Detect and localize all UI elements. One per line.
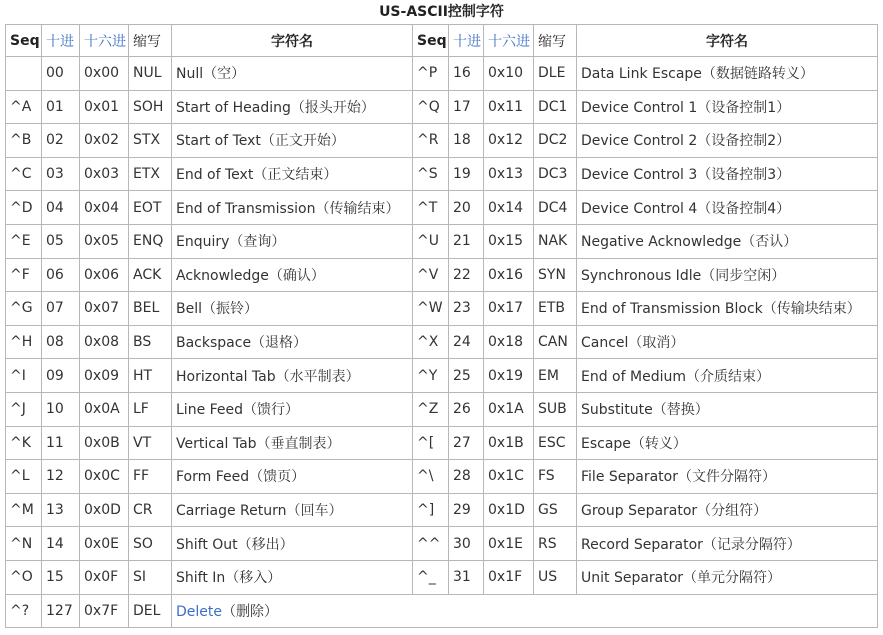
table-row [6, 90, 878, 124]
cell-abbr: DC4 [534, 191, 577, 225]
cell-dec: 26 [449, 392, 484, 426]
cell-hex: 0x0A [80, 392, 129, 426]
cell-seq: ^J [6, 392, 42, 426]
cell-hex: 0x05 [80, 224, 129, 258]
cell-hex: 0x1F [484, 560, 534, 594]
cell-hex: 0x19 [484, 359, 534, 393]
cell-dec: 24 [449, 325, 484, 359]
table-row [6, 493, 878, 527]
cell-dec: 19 [449, 157, 484, 191]
cell-dec: 27 [449, 426, 484, 460]
cell-dec: 17 [449, 90, 484, 124]
cell-dec: 21 [449, 224, 484, 258]
cell-seq: ^U [413, 224, 449, 258]
cell-abbr: VT [129, 426, 172, 460]
cell-name: Record Separator（记录分隔符） [577, 527, 878, 561]
cell-dec: 04 [42, 191, 80, 225]
header-row [6, 25, 878, 57]
cell-dec: 00 [42, 57, 80, 91]
cell-seq: ^O [6, 560, 42, 594]
cell-name: Acknowledge（确认） [172, 258, 413, 292]
table-caption: US-ASCII控制字符 [379, 4, 504, 20]
table-row [6, 594, 878, 628]
cell-abbr: EOT [129, 191, 172, 225]
cell-dec: 30 [449, 527, 484, 561]
cell-dec: 127 [42, 594, 80, 628]
cell-abbr: SI [129, 560, 172, 594]
cell-name: Cancel（取消） [577, 325, 878, 359]
cell-name: End of Medium（介质结束） [577, 359, 878, 393]
table-row [6, 258, 878, 292]
cell-dec: 14 [42, 527, 80, 561]
cell-dec: 05 [42, 224, 80, 258]
cell-seq: ^A [6, 90, 42, 124]
cell-dec: 08 [42, 325, 80, 359]
cell-abbr: RS [534, 527, 577, 561]
cell-name: Backspace（退格） [172, 325, 413, 359]
cell-name: Device Control 1（设备控制1） [577, 90, 878, 124]
cell-dec: 23 [449, 292, 484, 326]
cell-abbr: CR [129, 493, 172, 527]
cell-name: Enquiry（查询） [172, 224, 413, 258]
cell-abbr: NUL [129, 57, 172, 91]
cell-seq: ^W [413, 292, 449, 326]
cell-seq: ^N [6, 527, 42, 561]
cell-hex: 0x06 [80, 258, 129, 292]
cell-seq: ^X [413, 325, 449, 359]
cell-seq: ^\ [413, 460, 449, 494]
cell-abbr: FF [129, 460, 172, 494]
cell-name: Vertical Tab（垂直制表） [172, 426, 413, 460]
table-row [6, 460, 878, 494]
cell-hex: 0x16 [484, 258, 534, 292]
header-hex[interactable]: 十六进 [80, 25, 129, 57]
table-row [6, 392, 878, 426]
cell-hex: 0x18 [484, 325, 534, 359]
cell-abbr: STX [129, 124, 172, 158]
cell-dec: 12 [42, 460, 80, 494]
table-row [6, 157, 878, 191]
cell-seq: ^S [413, 157, 449, 191]
cell-abbr: SYN [534, 258, 577, 292]
cell-hex: 0x11 [484, 90, 534, 124]
cell-name: Substitute（替换） [577, 392, 878, 426]
table-row [6, 57, 878, 91]
cell-dec: 15 [42, 560, 80, 594]
cell-abbr: HT [129, 359, 172, 393]
header-seq: Seq [6, 25, 42, 57]
cell-seq: ^T [413, 191, 449, 225]
cell-dec: 01 [42, 90, 80, 124]
cell-abbr: NAK [534, 224, 577, 258]
cell-seq [6, 57, 42, 91]
cell-hex: 0x08 [80, 325, 129, 359]
cell-abbr: SUB [534, 392, 577, 426]
cell-abbr: FS [534, 460, 577, 494]
cell-hex: 0x0B [80, 426, 129, 460]
cell-hex: 0x09 [80, 359, 129, 393]
cell-seq: ^K [6, 426, 42, 460]
header-abbr: 缩写 [534, 25, 577, 57]
cell-name: Synchronous Idle（同步空闲） [577, 258, 878, 292]
cell-hex: 0x14 [484, 191, 534, 225]
cell-hex: 0x04 [80, 191, 129, 225]
cell-dec: 07 [42, 292, 80, 326]
header-dec[interactable]: 十进 [42, 25, 80, 57]
cell-name: End of Text（正文结束） [172, 157, 413, 191]
cell-abbr: DEL [129, 594, 172, 628]
cell-abbr: SO [129, 527, 172, 561]
cell-dec: 10 [42, 392, 80, 426]
cell-dec: 25 [449, 359, 484, 393]
cell-seq: ^C [6, 157, 42, 191]
cell-seq: ^D [6, 191, 42, 225]
cell-dec: 03 [42, 157, 80, 191]
cell-hex: 0x10 [484, 57, 534, 91]
cell-seq: ^E [6, 224, 42, 258]
table-row [6, 527, 878, 561]
cell-seq: ^M [6, 493, 42, 527]
cell-name: Device Control 4（设备控制4） [577, 191, 878, 225]
cell-hex: 0x7F [80, 594, 129, 628]
cell-name: File Separator（文件分隔符） [577, 460, 878, 494]
cell-abbr: ENQ [129, 224, 172, 258]
table-row [6, 224, 878, 258]
ascii-control-table [5, 24, 878, 628]
table-row [6, 426, 878, 460]
cell-seq: ^I [6, 359, 42, 393]
cell-seq: ^Z [413, 392, 449, 426]
header-name: 字符名 [172, 25, 413, 57]
cell-dec: 20 [449, 191, 484, 225]
cell-name: Start of Heading（报头开始） [172, 90, 413, 124]
cell-name: Group Separator（分组符） [577, 493, 878, 527]
cell-name [172, 594, 878, 628]
cell-seq: ^F [6, 258, 42, 292]
cell-name: Bell（振铃） [172, 292, 413, 326]
cell-hex: 0x1A [484, 392, 534, 426]
cell-name: Data Link Escape（数据链路转义） [577, 57, 878, 91]
table-row [6, 359, 878, 393]
cell-dec: 29 [449, 493, 484, 527]
cell-dec: 31 [449, 560, 484, 594]
cell-name: Line Feed（馈行） [172, 392, 413, 426]
cell-seq: ^[ [413, 426, 449, 460]
table-row [6, 191, 878, 225]
cell-abbr: SOH [129, 90, 172, 124]
cell-name: Unit Separator（单元分隔符） [577, 560, 878, 594]
cell-dec: 18 [449, 124, 484, 158]
cell-seq: ^] [413, 493, 449, 527]
cell-seq: ^? [6, 594, 42, 628]
cell-abbr: GS [534, 493, 577, 527]
cell-name: Device Control 2（设备控制2） [577, 124, 878, 158]
cell-abbr: ETB [534, 292, 577, 326]
cell-name: Device Control 3（设备控制3） [577, 157, 878, 191]
cell-seq: ^P [413, 57, 449, 91]
cell-seq: ^^ [413, 527, 449, 561]
cell-hex: 0x1E [484, 527, 534, 561]
delete-link[interactable]: Delete [176, 603, 222, 620]
cell-seq: ^H [6, 325, 42, 359]
cell-hex: 0x0D [80, 493, 129, 527]
header-dec[interactable]: 十进 [449, 25, 484, 57]
cell-name: Null（空） [172, 57, 413, 91]
cell-dec: 09 [42, 359, 80, 393]
cell-hex: 0x07 [80, 292, 129, 326]
cell-dec: 16 [449, 57, 484, 91]
cell-hex: 0x15 [484, 224, 534, 258]
cell-hex: 0x01 [80, 90, 129, 124]
cell-hex: 0x17 [484, 292, 534, 326]
table-row [6, 560, 878, 594]
cell-seq: ^L [6, 460, 42, 494]
cell-abbr: DC1 [534, 90, 577, 124]
header-seq: Seq [413, 25, 449, 57]
cell-name: Negative Acknowledge（否认） [577, 224, 878, 258]
cell-seq: ^V [413, 258, 449, 292]
table-row [6, 292, 878, 326]
cell-hex: 0x1D [484, 493, 534, 527]
cell-hex: 0x1B [484, 426, 534, 460]
table-row [6, 124, 878, 158]
cell-seq: ^Q [413, 90, 449, 124]
cell-name: Carriage Return（回车） [172, 493, 413, 527]
table-row [6, 325, 878, 359]
cell-hex: 0x02 [80, 124, 129, 158]
cell-hex: 0x03 [80, 157, 129, 191]
cell-seq: ^R [413, 124, 449, 158]
cell-hex: 0x13 [484, 157, 534, 191]
cell-dec: 02 [42, 124, 80, 158]
cell-abbr: ESC [534, 426, 577, 460]
cell-name: Shift Out（移出） [172, 527, 413, 561]
cell-abbr: ACK [129, 258, 172, 292]
cell-dec: 13 [42, 493, 80, 527]
cell-dec: 06 [42, 258, 80, 292]
cell-seq: ^_ [413, 560, 449, 594]
cell-seq: ^G [6, 292, 42, 326]
cell-seq: ^Y [413, 359, 449, 393]
cell-hex: 0x1C [484, 460, 534, 494]
cell-abbr: DLE [534, 57, 577, 91]
cell-hex: 0x12 [484, 124, 534, 158]
cell-abbr: ETX [129, 157, 172, 191]
cell-name: End of Transmission（传输结束） [172, 191, 413, 225]
cell-hex: 0x0C [80, 460, 129, 494]
delete-description: （删除） [222, 603, 278, 620]
cell-name: End of Transmission Block（传输块结束） [577, 292, 878, 326]
cell-hex: 0x0E [80, 527, 129, 561]
cell-abbr: BS [129, 325, 172, 359]
cell-name: Escape（转义） [577, 426, 878, 460]
header-hex[interactable]: 十六进 [484, 25, 534, 57]
cell-abbr: LF [129, 392, 172, 426]
cell-abbr: CAN [534, 325, 577, 359]
header-name: 字符名 [577, 25, 878, 57]
cell-abbr: US [534, 560, 577, 594]
cell-abbr: EM [534, 359, 577, 393]
cell-hex: 0x0F [80, 560, 129, 594]
cell-abbr: BEL [129, 292, 172, 326]
cell-dec: 22 [449, 258, 484, 292]
cell-name: Shift In（移入） [172, 560, 413, 594]
cell-dec: 11 [42, 426, 80, 460]
cell-name: Start of Text（正文开始） [172, 124, 413, 158]
cell-abbr: DC2 [534, 124, 577, 158]
cell-seq: ^B [6, 124, 42, 158]
cell-name: Form Feed（馈页） [172, 460, 413, 494]
cell-name: Horizontal Tab（水平制表） [172, 359, 413, 393]
cell-abbr: DC3 [534, 157, 577, 191]
header-abbr: 缩写 [129, 25, 172, 57]
cell-dec: 28 [449, 460, 484, 494]
cell-hex: 0x00 [80, 57, 129, 91]
